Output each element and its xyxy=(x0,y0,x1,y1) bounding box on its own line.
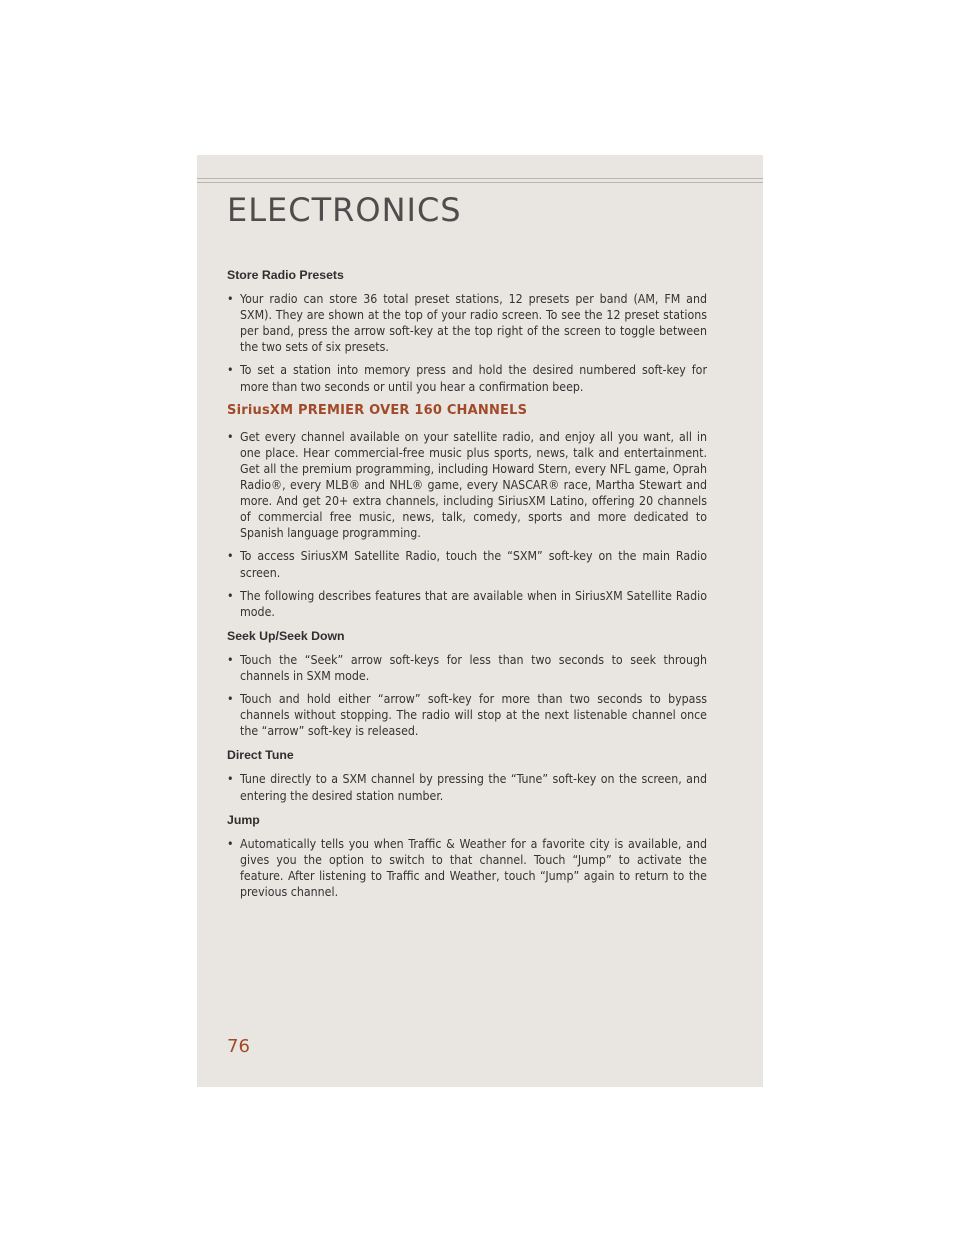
bullet: • xyxy=(227,692,234,707)
list-item: • Automatically tells you when Traffic & Weather for a favorite city is available, and gives you the option to switch to that channel. Touch “Jump” to activate the feature. After listening to Traffic and Weather, touch “Jump” again to return to the previous channel. xyxy=(227,836,707,899)
list-item: • Touch and hold either “arrow” soft-key for more than two seconds to bypass channels without stopping. The radio will stop at the next listenable channel once the “arrow” soft-key is released. xyxy=(227,692,707,739)
list-item: • Tune directly to a SXM channel by pressing the “Tune” soft-key on the screen, and entering the desired station number. xyxy=(227,772,707,803)
heading-direct-tune: Direct Tune xyxy=(227,748,294,763)
page-number: 76 xyxy=(227,1036,250,1057)
list-item: • To set a station into memory press and hold the desired numbered soft-key for more than two seconds or until you hear a confirmation beep. xyxy=(227,363,707,394)
list-seek xyxy=(227,652,707,739)
bullet: • xyxy=(227,429,234,444)
list-jump xyxy=(227,836,707,900)
list-item: • To access SiriusXM Satellite Radio, touch the “SXM” soft-key on the main Radio screen. xyxy=(227,549,707,580)
list-item: • Touch the “Seek” arrow soft-keys for less than two seconds to seek through channels in SXM mode. xyxy=(227,652,707,683)
bullet: • xyxy=(227,549,234,564)
bullet: • xyxy=(227,588,234,603)
list-siriusxm-premier xyxy=(227,429,707,620)
page-content xyxy=(227,267,707,908)
list-item: • The following describes features that are available when in SiriusXM Satellite Radio mode. xyxy=(227,588,707,619)
bullet: • xyxy=(227,836,234,851)
list-store-radio-presets xyxy=(227,291,707,395)
list-direct-tune xyxy=(227,771,707,803)
section-title: ELECTRONICS xyxy=(227,191,462,229)
heading-store-radio-presets: Store Radio Presets xyxy=(227,268,344,282)
header-rule-bottom xyxy=(197,182,763,183)
bullet: • xyxy=(227,652,234,667)
heading-jump: Jump xyxy=(227,812,260,827)
list-item: • Get every channel available on your satellite radio, and enjoy all you want, all in one place. Hear commercial-free music plus sports, news, talk and entertainment. Get all the premium programming, including Howard Stern, every NFL game, Oprah Radio®, every MLB® and NHL® game, every NASCAR® race, Martha Stewart and more. And get 20+ extra channels, including SiriusXM Latino, offering 20 channels of commercial free music, news, talk, comedy, sports and more dedicated to Spanish language programming. xyxy=(227,429,707,541)
bullet: • xyxy=(227,363,234,378)
header-rule-top xyxy=(197,178,763,179)
list-item: • Your radio can store 36 total preset stations, 12 presets per band (AM, FM and SXM). They are shown at the top of your radio screen. To see the 12 preset stations per band, press the arrow soft-key at the top right of the screen to toggle between the two sets of six presets. xyxy=(227,292,707,355)
manual-page xyxy=(197,155,763,1087)
heading-siriusxm-premier: SiriusXM PREMIER OVER 160 CHANNELS xyxy=(227,402,528,418)
bullet: • xyxy=(227,292,234,307)
heading-seek: Seek Up/Seek Down xyxy=(227,628,345,643)
bullet: • xyxy=(227,772,234,787)
